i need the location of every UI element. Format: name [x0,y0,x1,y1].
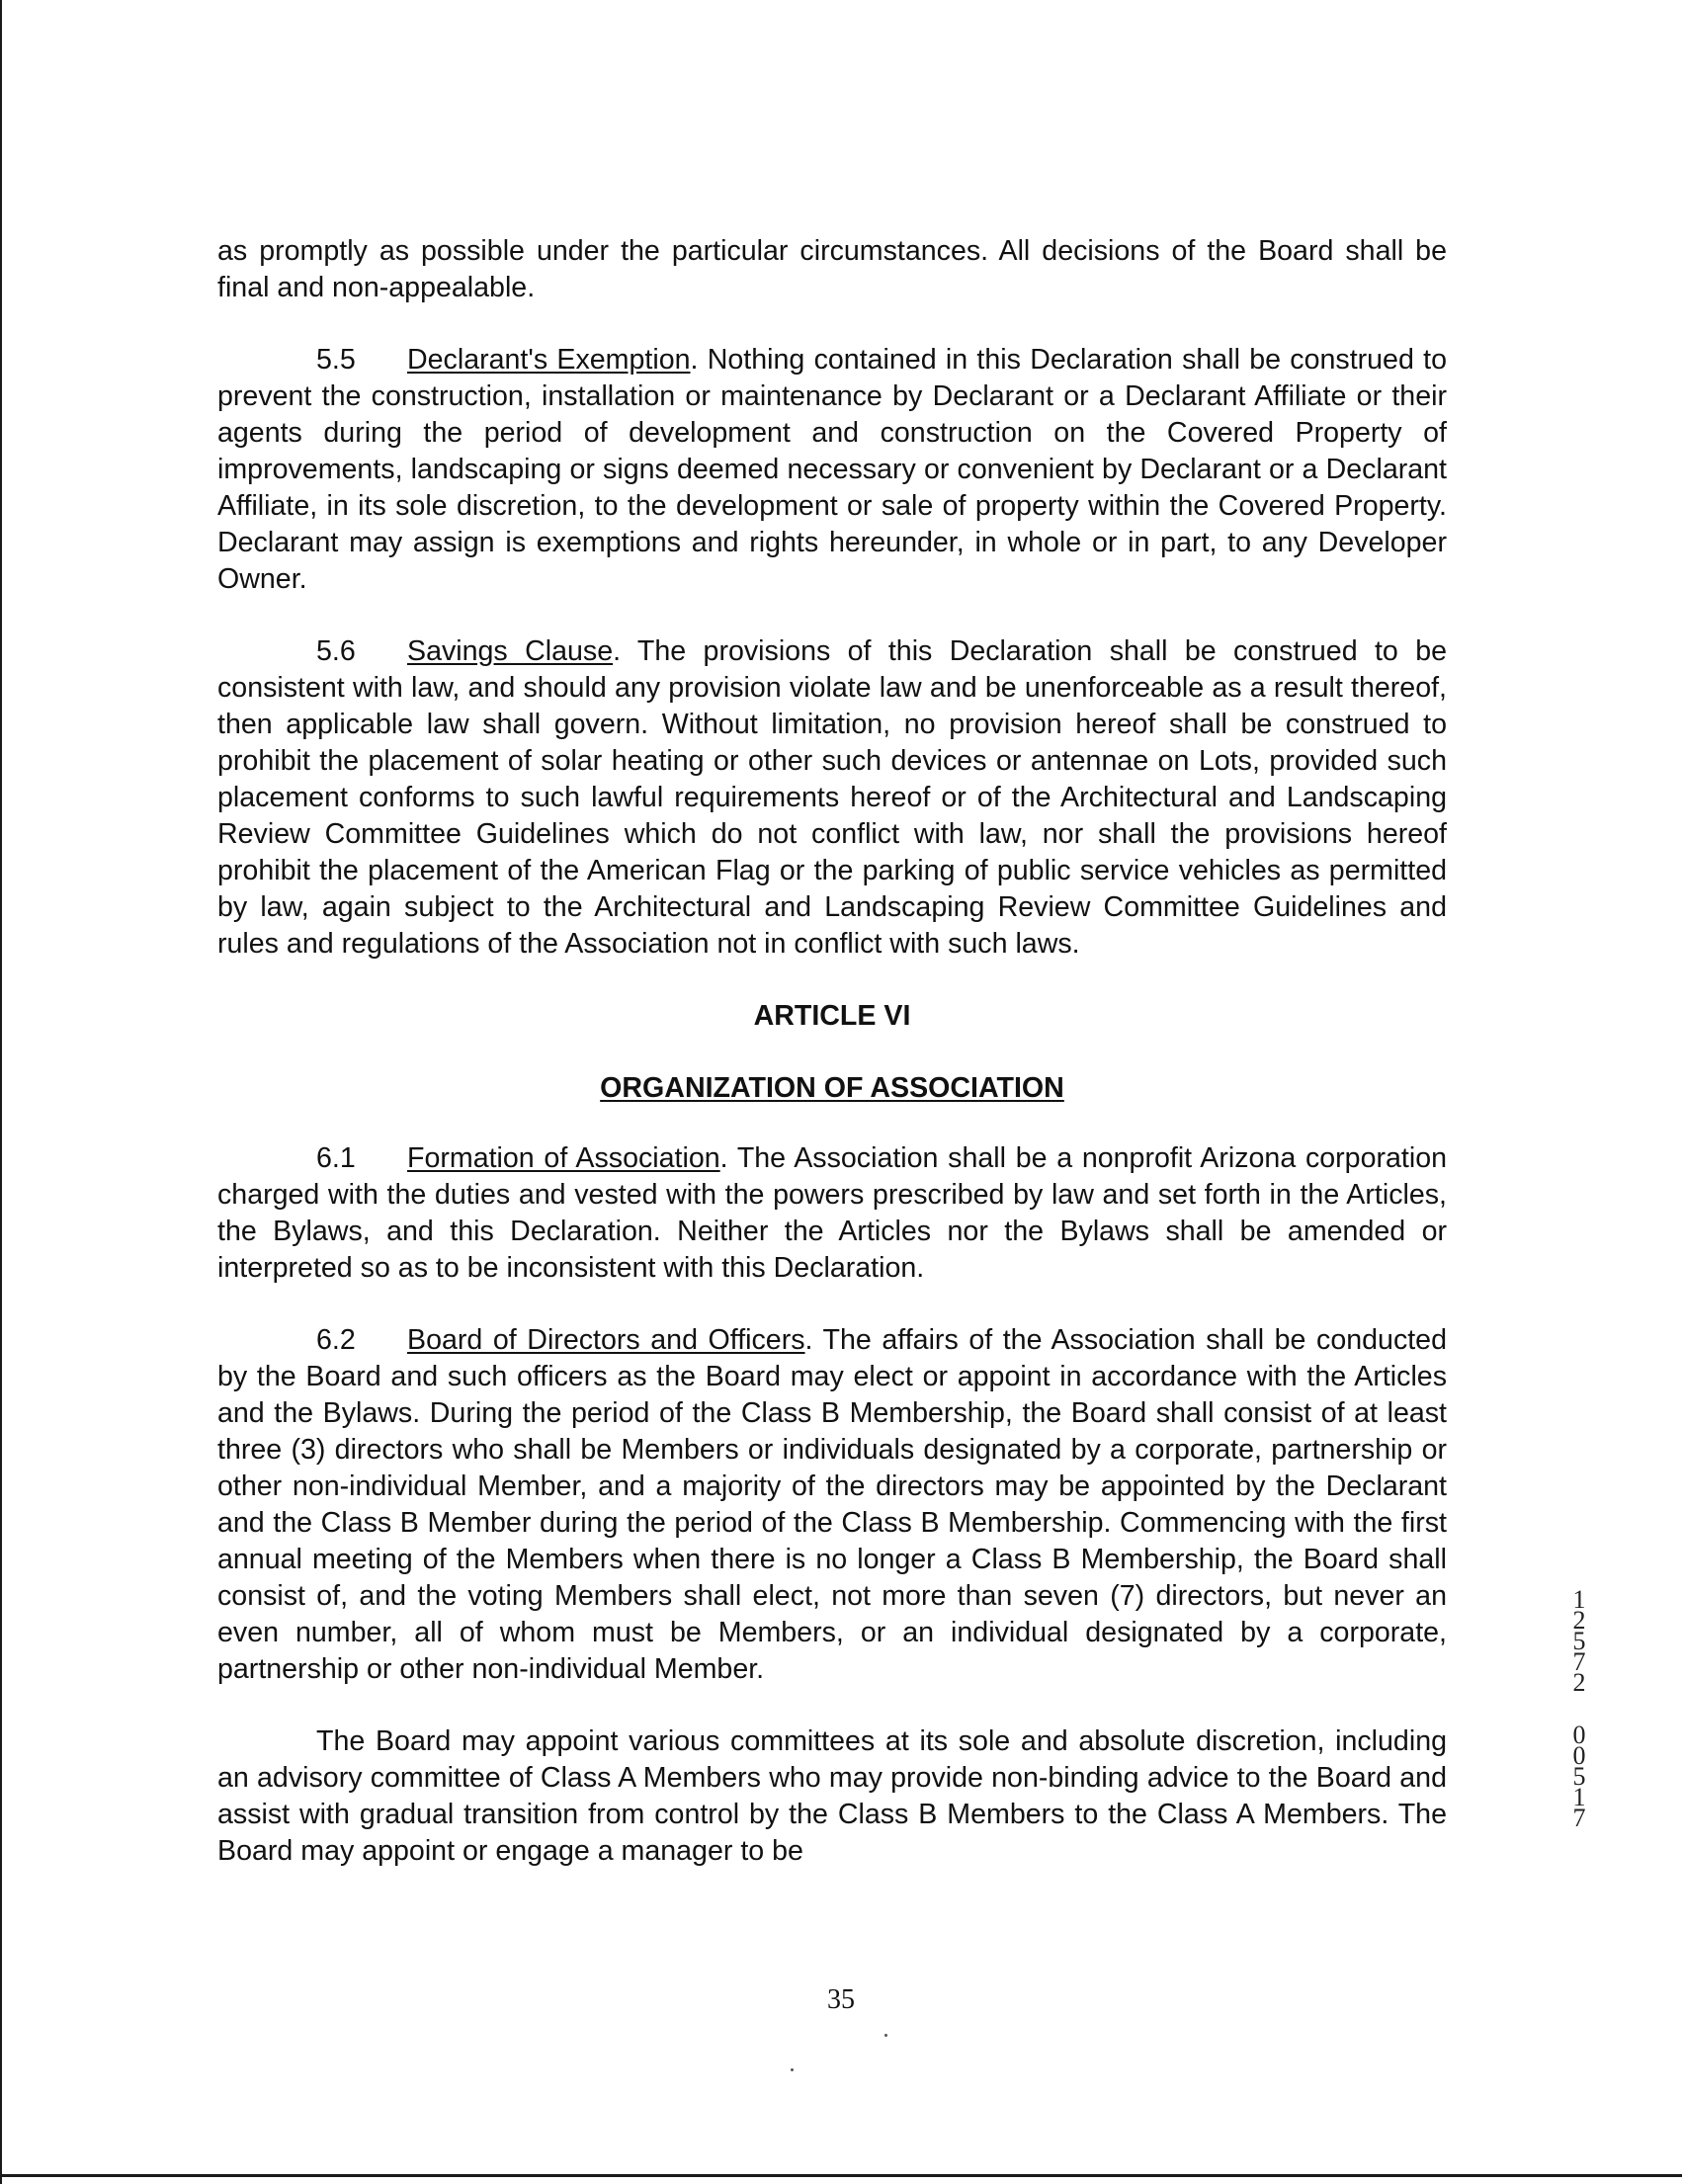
section-text: Nothing contained in this Declaration shall be construed to prevent the construction, installation or maintenance by Declarant or a Declarant Affiliate or their agents during the period of development and construction on the Covered Property of improvements, landscaping or signs deemed necessary or convenient by Declarant or a Declarant Affiliate, in its sole discretion, to the development or sale of property within the Covered Property. Declarant may assign is exemptions and rights hereunder, in whole or in part, to any Developer Owner. [217,344,1447,595]
article-title [217,1070,1447,1107]
section-text: The affairs of the Association shall be conducted by the Board and such officers as the Board may elect or appoint in accordance with the Articles and the Bylaws. During the period of the Class B Membership, the Board shall consist of at least three (3) directors who shall be Members or individuals designated by a corporate, partnership or other non-individual Member, and a majority of the directors may be appointed by the Declarant and the Class B Member during the period of the Class B Membership. Commencing with the first annual meeting of the Members when there is no longer a Class B Membership, the Board shall consist of, and the voting Members shall elect, not more than seven (7) directors, but never an even number, all of whom must be Members, or an individual designated by a corporate, partnership or other non-individual Member. [217,1324,1447,1685]
section-heading: Declarant's Exemption [407,344,691,376]
stamp-digit: 0 [1572,1741,1586,1770]
stamp-digit: 2 [1572,1606,1586,1635]
section-heading: Formation of Association [407,1142,720,1174]
document-page [217,233,1447,1905]
page-number: 35 [827,1984,855,2015]
section-text: The provisions of this Declaration shall be construed to be consistent with law, and should any provision violate law and be unenforceable as a result thereof, then applicable law shall govern. Without limitation, no provision hereof shall be construed to prohibit the placement of solar heating or other such devices or antennae on Lots, provided such placement conforms to such lawful requirements hereof or of the Architectural and Landscaping Review Committee Guidelines which do not conflict with law, nor shall the provisions hereof prohibit the placement of the American Flag or the parking of public service vehicles as permitted by law, again subject to the Architectural and Landscaping Review Committee Guidelines and rules and regulations of the Association not in conflict with such laws. [217,635,1447,960]
section-5-5: 5.5 Declarant's Exemption. Nothing contained in this Declaration shall be construed to prevent the construction, installation or maintenance by Declarant or a Declarant Affiliate or their agents during the period of development and construction on the Covered Property of improvements, landscaping or signs deemed necessary or convenient by Declarant or a Declarant Affiliate, in its sole discretion, to the development or sale of property within the Covered Property. Declarant may assign is exemptions and rights hereunder, in whole or in part, to any Developer Owner. [217,344,1447,595]
stamp-digit: 7 [1572,1647,1586,1676]
section-5-6: 5.6 Savings Clause. The provisions of this Declaration shall be construed to be consistent with law, and should any provision violate law and be unenforceable as a result thereof, then applicable law shall govern. Without limitation, no provision hereof shall be construed to prohibit the placement of solar heating or other such devices or antennae on Lots, provided such placement conforms to such lawful requirements hereof or of the Architectural and Landscaping Review Committee Guidelines which do not conflict with law, nor shall the provisions hereof prohibit the placement of the American Flag or the parking of public service vehicles as permitted by law, again subject to the Architectural and Landscaping Review Committee Guidelines and rules and regulations of the Association not in conflict with such laws. [217,635,1447,960]
section-6-2: 6.2 Board of Directors and Officers. The affairs of the Association shall be conducted by the Board and such officers as the Board may elect or appoint in accordance with the Articles and the Bylaws. During the period of the Class B Membership, the Board shall consist of at least three (3) directors who shall be Members or individuals designated by a corporate, partnership or other non-individual Member, and a majority of the directors may be appointed by the Declarant and the Class B Member during the period of the Class B Membership. Commencing with the first annual meeting of the Members when there is no longer a Class B Membership, the Board shall consist of, and the voting Members shall elect, not more than seven (7) directors, but never an even number, all of whom must be Members, or an individual designated by a corporate, partnership or other non-individual Member. [217,1324,1447,1685]
recording-stamp [1561,1585,1597,1832]
stamp-digit: 2 [1572,1668,1586,1697]
section-6-1: 6.1 Formation of Association. The Association shall be a nonprofit Arizona corporation charged with the duties and vested with the powers prescribed by law and set forth in the Articles, the Bylaws, and this Declaration. Neither the Articles nor the Bylaws shall be amended or interpreted so as to be inconsistent with this Declaration. [217,1142,1447,1284]
scan-edge-left [0,0,2,2184]
section-number: 6.2 [316,1324,356,1356]
scan-speck [791,2068,794,2071]
paragraph-text: as promptly as possible under the particular circumstances. All decisions of the Board shall be final and non-appealable. [217,235,1447,303]
section-number: 5.6 [316,635,356,667]
paragraph-continued [217,233,1447,306]
stamp-digit: 0 [1572,1721,1586,1749]
paragraph-text: The Board may appoint various committees at its sole and absolute discretion, including an advisory committee of Class A Members who may provide non-binding advice to the Board and assist with gradual transition from control by the Class B Members to the Class A Members. The Board may appoint or engage a manager to be [217,1725,1447,1867]
section-number: 5.5 [316,344,356,376]
section-heading: Board of Directors and Officers [407,1324,805,1356]
stamp-digit: 1 [1572,1783,1586,1811]
article-title-text: ORGANIZATION OF ASSOCIATION [600,1072,1064,1104]
stamp-digit: 5 [1572,1762,1586,1791]
section-text: The Association shall be a nonprofit Arizona corporation charged with the duties and vested with the powers prescribed by law and set forth in the Articles, the Bylaws, and this Declaration. Neither the Articles nor the Bylaws shall be amended or interpreted so as to be inconsistent with this Declaration. [217,1142,1447,1284]
article-label: ARTICLE VI [753,1000,911,1032]
stamp-digit: 1 [1572,1585,1586,1614]
stamp-digit: 5 [1572,1627,1586,1655]
section-number: 6.1 [316,1142,356,1174]
paragraph-committees [217,1723,1447,1870]
stamp-digit: 7 [1572,1804,1586,1832]
scan-edge-bottom [0,2174,1682,2177]
section-heading: Savings Clause [407,635,614,667]
scan-speck [884,2034,887,2037]
